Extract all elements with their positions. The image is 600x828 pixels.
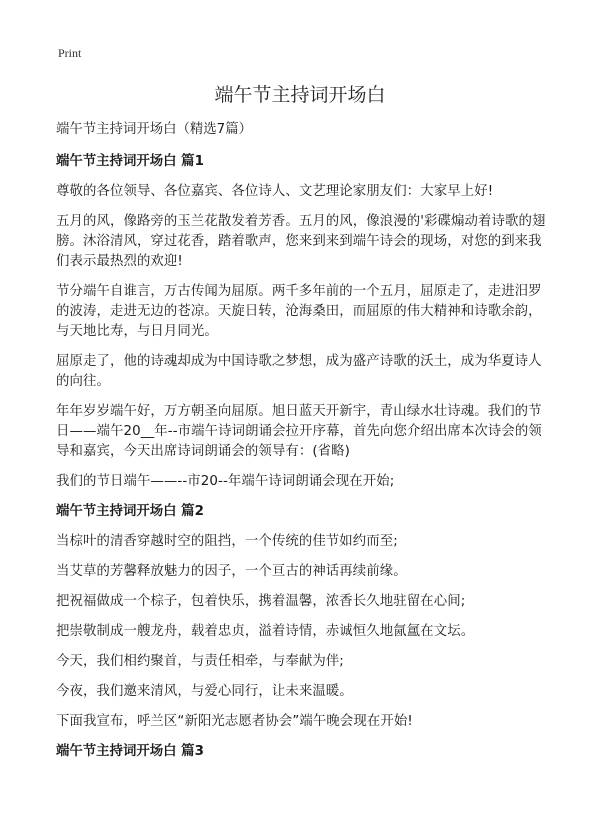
document-body bbox=[56, 120, 552, 772]
paragraph: 当艾草的芳馨释放魅力的因子，一个亘古的神话再续前缘。 bbox=[56, 564, 407, 579]
paragraph: 当棕叶的清香穿越时空的阻挡，一个传统的佳节如约而至; bbox=[56, 534, 398, 549]
paragraph: 五月的风，像路旁的玉兰花散发着芳香。五月的风，像浪漫的'彩碟煽动着诗歌的翅膀。沐浴清风，穿过花香，踏着歌声，您来到来到端午诗会的现场，对您的到来我们表示最热烈的欢迎! bbox=[56, 214, 546, 269]
print-link[interactable]: Print bbox=[58, 46, 82, 60]
document-subtitle: 端午节主持词开场白（精选7篇） bbox=[56, 122, 252, 137]
document-title: 端午节主持词开场白 bbox=[214, 84, 386, 106]
section-heading-3: 端午节主持词开场白 篇3 bbox=[56, 744, 204, 759]
paragraph: 下面我宣布，呼兰区“新阳光志愿者协会”端午晚会现在开始! bbox=[56, 714, 413, 729]
paragraph: 今天，我们相约聚首，与责任相牵，与奉献为伴; bbox=[56, 654, 344, 669]
paragraph: 把祝福做成一个棕子，包着快乐，携着温馨，浓香长久地驻留在心间; bbox=[56, 594, 466, 609]
paragraph: 屈原走了，他的诗魂却成为中国诗歌之梦想，成为盛产诗歌的沃土，成为华夏诗人的向往。 bbox=[56, 354, 542, 389]
paragraph: 节分端午自谁言，万古传闻为屈原。两千多年前的一个五月，屈原走了，走进汨罗的波涛，走进无边的苍凉。天旋日转，沧海桑田，而屈原的伟大精神和诗歌余韵，与天地比寿，与日月同光。 bbox=[56, 284, 542, 339]
section-heading-1: 端午节主持词开场白 篇1 bbox=[56, 154, 204, 169]
paragraph: 今夜，我们邀来清风，与爱心同行，让未来温暖。 bbox=[56, 684, 353, 699]
paragraph: 年年岁岁端午好，万方朝圣向屈原。旭日蓝天开新宇，青山绿水壮诗魂。我们的节日——端午20__年--市端午诗词朗诵会拉开序幕，首先向您介绍出席本次诗会的领导和嘉宾，今天出席诗词朗诵会的领导有：(省略) bbox=[56, 404, 542, 459]
section-heading-2: 端午节主持词开场白 篇2 bbox=[56, 504, 204, 519]
paragraph: 尊敬的各位领导、各位嘉宾、各位诗人、文艺理论家朋友们：大家早上好! bbox=[56, 184, 494, 199]
paragraph: 把崇敬制成一艘龙舟，载着忠贞，溢着诗情，赤诚恒久地氤氲在文坛。 bbox=[56, 624, 475, 639]
paragraph: 我们的节日端午——--市20--年端午诗词朗诵会现在开始; bbox=[56, 474, 395, 489]
